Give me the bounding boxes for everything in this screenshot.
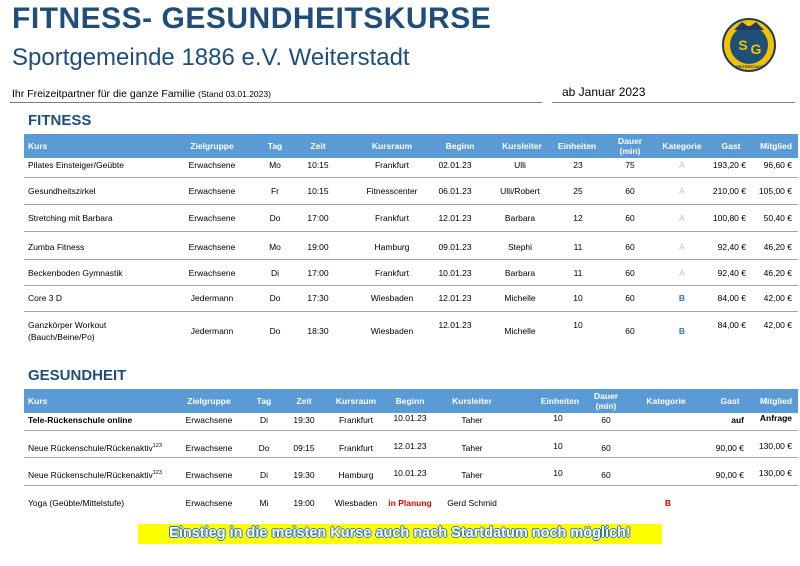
start-date: 10.01.23 (393, 468, 427, 478)
col-dauer-line1: Dauer (617, 136, 643, 146)
units: 10 (573, 320, 583, 330)
price-member: 130,00 € (758, 468, 792, 478)
room: Wiesbaden (334, 498, 378, 508)
start-date: 10.01.23 (438, 268, 472, 278)
col-kategorie: Kategorie (662, 141, 702, 151)
course-name-text: Neue Rückenschule/Rückenaktiv (28, 470, 153, 480)
duration: 60 (601, 443, 611, 453)
course-name: Core 3 D (28, 293, 63, 303)
weekday: Di (270, 268, 280, 278)
col-kursraum: Kursraum (335, 396, 377, 406)
col-kursraum: Kursraum (371, 141, 413, 151)
instructor: Michelle (504, 293, 536, 303)
row-divider (24, 259, 798, 260)
col-dauer (618, 136, 642, 156)
price-guest: 84,00 € (717, 293, 746, 303)
units: 10 (553, 441, 563, 451)
col-beginn: Beginn (395, 396, 425, 406)
weekday: Di (259, 470, 269, 480)
row-divider (24, 311, 798, 312)
svg-text:G: G (750, 41, 762, 57)
target-group: Erwachsene (188, 242, 236, 252)
units: 23 (573, 160, 583, 170)
col-kursleiter: Kursleiter (502, 141, 542, 151)
col-zielgruppe: Zielgruppe (187, 396, 231, 406)
course-name-text: Tele-Rückenschule online (28, 415, 133, 425)
duration: 60 (625, 213, 635, 223)
weekday: Do (269, 213, 281, 223)
target-group: Jedermann (190, 293, 234, 303)
course-name: Beckenboden Gymnastik (28, 268, 123, 278)
course-name (28, 470, 162, 481)
footnote-marker: 123 (152, 443, 162, 450)
units: 10 (553, 468, 563, 478)
course-name-text: Neue Rückenschule/Rückenaktiv (28, 443, 153, 453)
room: Frankfurt (338, 443, 374, 453)
table-header-gesundheit (24, 389, 798, 413)
units: 10 (573, 293, 583, 303)
weekday: Fr (270, 186, 280, 196)
price-guest: 92,40 € (717, 268, 746, 278)
col-dauer-line2: (min) (619, 146, 641, 156)
room: Frankfurt (374, 160, 410, 170)
col-kategorie: Kategorie (646, 396, 686, 406)
col-kurs: Kurs (28, 141, 48, 151)
instructor: Ulli/Robert (500, 186, 540, 196)
row-divider (24, 285, 798, 286)
duration: 60 (601, 415, 611, 425)
price-guest: 100,80 € (712, 213, 746, 223)
start-date: 10.01.23 (393, 413, 427, 423)
time: 17:00 (307, 213, 329, 223)
divider (10, 102, 542, 103)
start-date: in Planung (388, 498, 432, 508)
units: 12 (573, 213, 583, 223)
row-divider (24, 231, 798, 232)
weekday: Mo (269, 160, 281, 170)
price-guest: 210,00 € (712, 186, 746, 196)
time: 19:30 (293, 415, 315, 425)
page-title: FITNESS- GESUNDHEITSKURSE (12, 2, 492, 35)
instructor: Taher (461, 415, 483, 425)
weekday: Mi (259, 498, 269, 508)
target-group: Erwachsene (185, 470, 233, 480)
col-mitglied: Mitglied (759, 141, 793, 151)
price-member: 105,00 € (758, 186, 792, 196)
units: 10 (553, 413, 563, 423)
col-zeit: Zeit (310, 141, 326, 151)
instructor: Michelle (504, 326, 536, 336)
room: Frankfurt (374, 213, 410, 223)
col-gast: Gast (720, 396, 740, 406)
target-group: Erwachsene (185, 443, 233, 453)
instructor: Taher (461, 470, 483, 480)
time: 19:00 (293, 498, 315, 508)
category: A (679, 242, 685, 252)
price-guest: 90,00 € (715, 470, 744, 480)
col-mitglied: Mitglied (759, 396, 793, 406)
category: A (679, 186, 685, 196)
course-name-detail: (Bauch/Beine/Po) (28, 332, 95, 342)
price-member: 42,00 € (763, 320, 792, 330)
tagline (12, 88, 271, 100)
start-date: 12.01.23 (438, 213, 472, 223)
room: Wiesbaden (370, 326, 414, 336)
room: Wiesbaden (370, 293, 414, 303)
course-name: Stretching mit Barbara (28, 213, 113, 223)
club-logo (720, 14, 778, 72)
start-date: 12.01.23 (438, 320, 472, 330)
target-group: Erwachsene (188, 186, 236, 196)
start-date: 06.01.23 (438, 186, 472, 196)
price-member: 130,00 € (758, 441, 792, 451)
col-dauer-line2: (min) (595, 401, 617, 411)
row-divider (24, 457, 798, 458)
valid-from: ab Januar 2023 (562, 85, 646, 99)
weekday: Do (269, 326, 281, 336)
weekday: Di (259, 415, 269, 425)
room: Frankfurt (374, 268, 410, 278)
price-member: 42,00 € (763, 293, 792, 303)
table-header-fitness (24, 134, 798, 158)
stand-date: (Stand 03.01.2023) (198, 89, 271, 99)
units: 11 (573, 242, 583, 252)
start-date: 12.01.23 (438, 293, 472, 303)
duration: 60 (625, 242, 635, 252)
course-name (28, 443, 162, 454)
weekday: Do (269, 293, 281, 303)
price-guest: 193,20 € (712, 160, 746, 170)
row-divider (24, 204, 798, 205)
col-einheiten: Einheiten (557, 141, 597, 151)
duration: 60 (625, 326, 635, 336)
col-beginn: Beginn (445, 141, 475, 151)
duration: 75 (625, 160, 635, 170)
col-gast: Gast (721, 141, 741, 151)
instructor: Stephi (507, 242, 533, 252)
price-member: 50,40 € (763, 213, 792, 223)
section-heading-fitness: FITNESS (28, 112, 92, 129)
section-heading-gesundheit: GESUNDHEIT (28, 367, 127, 384)
target-group: Erwachsene (188, 160, 236, 170)
row-divider (24, 177, 798, 178)
price-member: Anfrage (759, 413, 792, 423)
target-group: Erwachsene (188, 213, 236, 223)
club-name: Sportgemeinde 1886 e.V. Weiterstadt (12, 44, 410, 71)
units: 11 (573, 268, 583, 278)
room: Fitnesscenter (366, 186, 418, 196)
course-name: Pilates Einsteiger/Geübte (28, 160, 124, 170)
category: B (678, 326, 686, 336)
category: A (679, 213, 685, 223)
room: Frankfurt (338, 415, 374, 425)
target-group: Erwachsene (185, 498, 233, 508)
col-dauer (594, 391, 618, 411)
course-name (28, 498, 124, 509)
row-divider (24, 485, 798, 486)
duration: 60 (625, 268, 635, 278)
instructor: Ulli (514, 160, 526, 170)
note-text: Einstieg in die meisten Kurse auch nach Startdatum noch möglich! (169, 525, 631, 541)
course-name: Zumba Fitness (28, 242, 85, 252)
col-zeit: Zeit (296, 396, 312, 406)
price-member: 46,20 € (763, 268, 792, 278)
col-einheiten: Einheiten (540, 396, 580, 406)
category: A (679, 268, 685, 278)
duration: 60 (625, 293, 635, 303)
col-tag: Tag (256, 396, 272, 406)
category: A (679, 160, 685, 170)
svg-text:WEITERSTADT: WEITERSTADT (734, 64, 764, 69)
divider (552, 102, 795, 103)
instructor: Taher (461, 443, 483, 453)
start-date: 12.01.23 (393, 441, 427, 451)
course-name-text: Yoga (Geübte/Mittelstufe) (28, 498, 125, 508)
tagline-text: Ihr Freizeitpartner für die ganze Familie (12, 88, 196, 100)
svg-text:S: S (738, 37, 748, 53)
weekday: Do (258, 443, 270, 453)
course-name (28, 415, 132, 426)
col-kursleiter: Kursleiter (452, 396, 492, 406)
duration: 60 (601, 470, 611, 480)
col-dauer-line1: Dauer (593, 391, 619, 401)
target-group: Erwachsene (188, 268, 236, 278)
instructor: Gerd Schmid (447, 498, 497, 508)
price-member: 46,20 € (763, 242, 792, 252)
time: 10:15 (307, 160, 329, 170)
price-guest: 92,40 € (717, 242, 746, 252)
duration: 60 (625, 186, 635, 196)
price-guest: 84,00 € (717, 320, 746, 330)
room: Hamburg (338, 470, 374, 480)
room: Hamburg (374, 242, 410, 252)
category: B (678, 293, 686, 303)
time: 17:00 (307, 268, 329, 278)
start-date: 09.01.23 (438, 242, 472, 252)
target-group: Jedermann (190, 326, 234, 336)
category: B (664, 498, 672, 508)
time: 09:15 (293, 443, 315, 453)
time: 17:30 (307, 293, 329, 303)
time: 18:30 (307, 326, 329, 336)
units: 25 (573, 186, 583, 196)
col-zielgruppe: Zielgruppe (190, 141, 234, 151)
price-member: 96,60 € (763, 160, 792, 170)
col-tag: Tag (267, 141, 283, 151)
price-guest: auf (731, 415, 744, 425)
course-name: Gesundheitszirkel (28, 186, 96, 196)
target-group: Erwachsene (185, 415, 233, 425)
instructor: Barbara (504, 268, 536, 278)
weekday: Mo (269, 242, 281, 252)
footnote-marker: 123 (152, 470, 162, 477)
time: 19:00 (307, 242, 329, 252)
time: 10:15 (307, 186, 329, 196)
col-kurs: Kurs (28, 396, 48, 406)
row-divider (24, 430, 798, 431)
start-date: 02.01.23 (438, 160, 472, 170)
course-name: Ganzkörper Workout (28, 320, 107, 330)
instructor: Barbara (504, 213, 536, 223)
time: 19:30 (293, 470, 315, 480)
price-guest: 90,00 € (715, 443, 744, 453)
